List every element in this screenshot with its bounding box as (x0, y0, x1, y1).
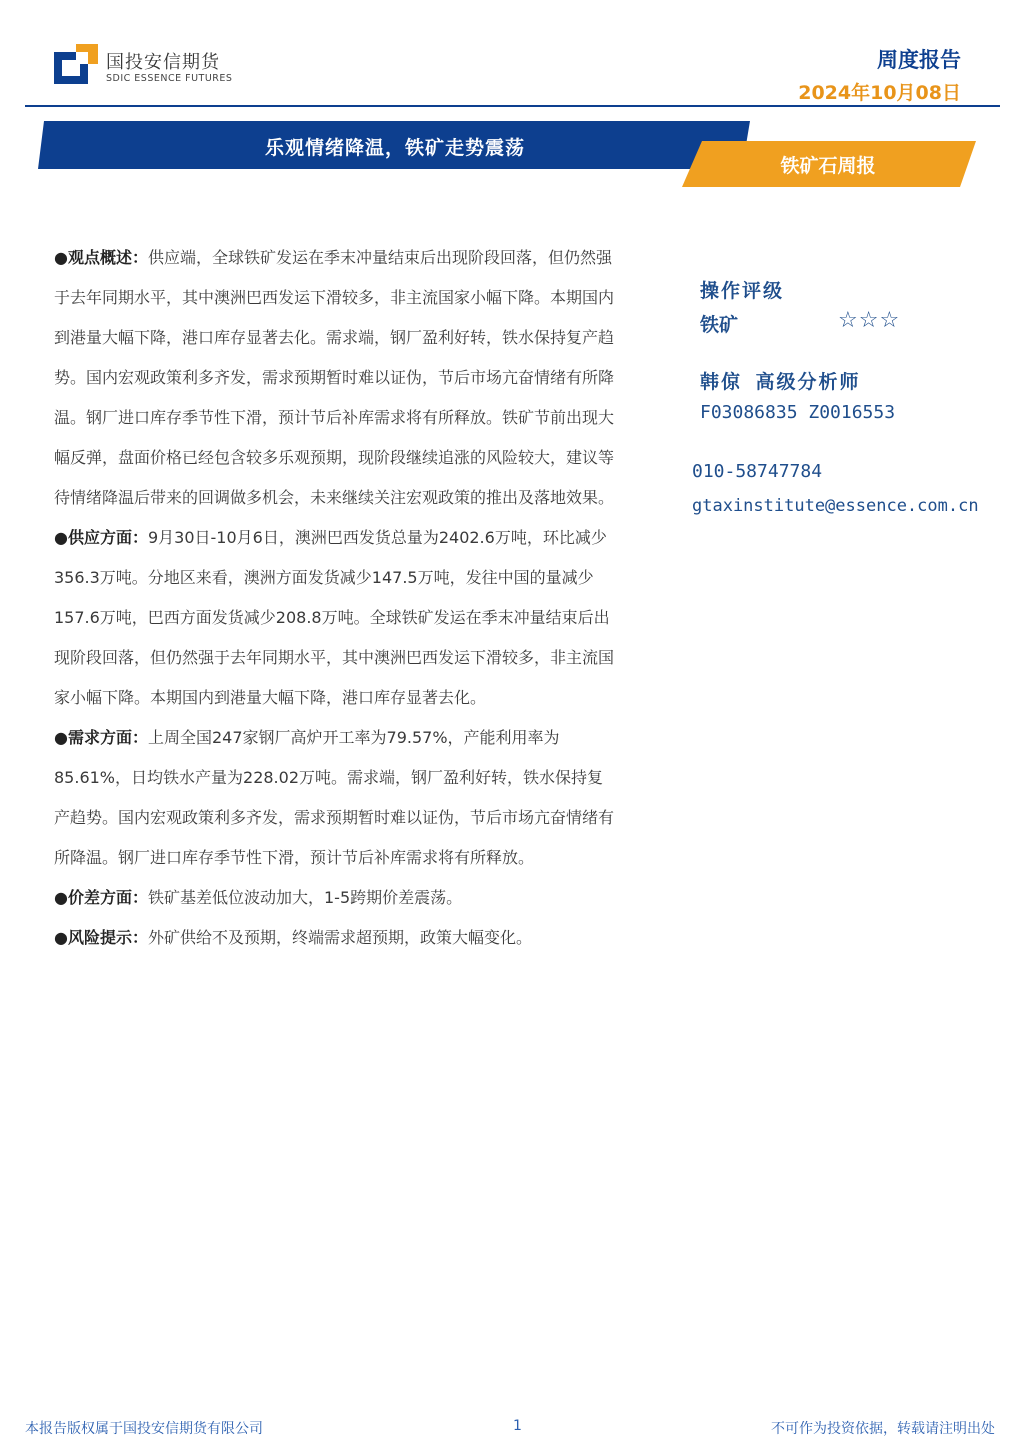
bullet-icon: ● (54, 528, 68, 547)
section-label: 需求方面： (67, 728, 148, 747)
section-text: 上周全国247家钢厂高炉开工率为79.57%，产能利用率为85.61%，日均铁水产量为228.02万吨。需求端，钢厂盈利好转，铁水保持复产趋势。国内宏观政策利多齐发，需求预期暂时难以证伪，节后市场亢奋情绪有所降温。钢厂进口库存季节性下滑，预计节后补库需求将有所释放。 (54, 728, 615, 867)
footer-disclaimer: 不可作为投资依据，转载请注明出处 (771, 1421, 995, 1437)
bullet-icon: ● (54, 728, 68, 747)
section-text: 供应端，全球铁矿发运在季末冲量结束后出现阶段回落，但仍然强于去年同期水平，其中澳洲巴西发运下滑较多，非主流国家小幅下降。本期国内到港量大幅下降，港口库存显著去化。需求端，钢厂盈利好转，铁水保持复产趋势。国内宏观政策利多齐发，需求预期暂时难以证伪，节后市场亢奋情绪有所降温。钢厂进口库存季节性下滑，预计节后补库需求将有所释放。铁矿节前出现大幅反弹，盘面价格已经包含较多乐观预期，现阶段继续追涨的风险较大，建议等待情绪降温后带来的回调做多机会，未来继续关注宏观政策的推出及落地效果。 (54, 248, 615, 507)
section-risk (54, 918, 614, 958)
rating-stars-icon: ☆☆☆ (838, 308, 901, 333)
header-divider (25, 105, 1000, 107)
footer-copyright: 本报告版权属于国投安信期货有限公司 (25, 1421, 263, 1437)
bullet-icon: ● (54, 888, 68, 907)
analyst-license-ids: F03086835 Z0016553 (700, 402, 896, 423)
rating-heading: 操作评级 (700, 280, 785, 302)
section-label: 供应方面： (67, 528, 148, 547)
section-label: 风险提示： (67, 928, 148, 947)
report-category: 铁矿石周报 (780, 155, 876, 177)
section-spread (54, 878, 614, 918)
report-date: 2024年10月08日 (798, 82, 961, 104)
section-label: 观点概述： (67, 248, 148, 267)
section-text: 铁矿基差低位波动加大，1-5跨期价差震荡。 (147, 888, 463, 907)
bullet-icon: ● (54, 248, 68, 267)
rating-commodity: 铁矿 (700, 314, 739, 336)
contact-phone: 010-58747784 (692, 461, 823, 482)
section-overview (54, 238, 614, 518)
report-headline: 乐观情绪降温，铁矿走势震荡 (264, 137, 525, 159)
section-text: 外矿供给不及预期，终端需求超预期，政策大幅变化。 (147, 928, 532, 947)
report-type: 周度报告 (877, 48, 961, 72)
report-body (54, 238, 614, 958)
section-demand (54, 718, 614, 878)
logo-name-en: SDIC ESSENCE FUTURES (106, 73, 233, 84)
section-label: 价差方面： (67, 888, 148, 907)
section-supply (54, 518, 614, 718)
analyst-name: 韩倞 高级分析师 (700, 371, 861, 393)
contact-email[interactable]: gtaxinstitute@essence.com.cn (692, 496, 979, 516)
section-text: 9月30日-10月6日，澳洲巴西发货总量为2402.6万吨，环比减少356.3万吨。分地区来看，澳洲方面发货减少147.5万吨，发往中国的量减少157.6万吨，巴西方面发货减少208.8万吨。全球铁矿发运在季末冲量结束后出现阶段回落，但仍然强于去年同期水平，其中澳洲巴西发运下滑较多，非主流国家小幅下降。本期国内到港量大幅下降，港口库存显著去化。 (54, 528, 615, 707)
logo-name-cn: 国投安信期货 (106, 52, 220, 73)
page-number: 1 (513, 1418, 522, 1434)
company-logo (54, 40, 244, 90)
logo-mark-icon (54, 44, 98, 84)
bullet-icon: ● (54, 928, 68, 947)
